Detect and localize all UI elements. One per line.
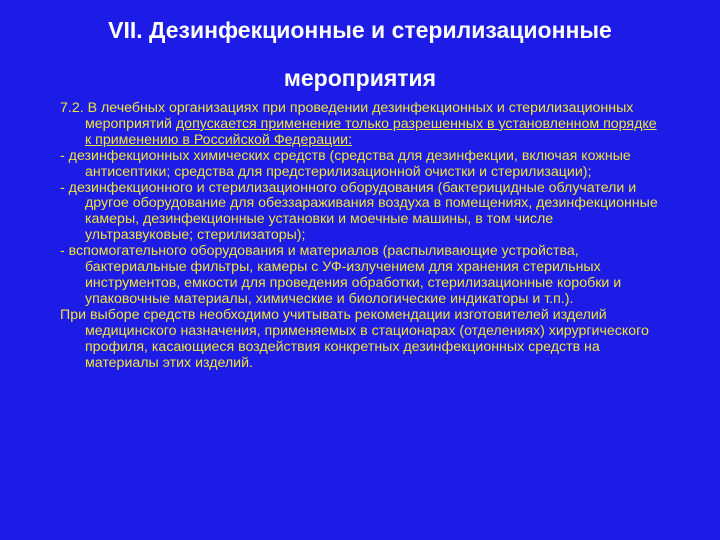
list-item-chemical-agents: - дезинфекционных химических средств (средства для дезинфекции, включая кожные антисептики; средства для предстерилизационной очистки и стерилизации); <box>60 147 631 180</box>
paragraph-7-2-underlined: допускается применение только разрешенных в установленном порядке к применению в Российской Федерации: <box>85 115 657 148</box>
list-item-equipment: - дезинфекционного и стерилизационного оборудования (бактерицидные облучатели и другое оборудование для обеззараживания воздуха в помещениях, дезинфекционные камеры, дезинфекционные установки и моечные машины, в том числе ультразвуковые; стерилизаторы); <box>60 179 658 244</box>
slide-title-line-2: мероприятия <box>283 65 437 91</box>
slide-title-line-1: VII. Дезинфекционные и стерилизационные <box>108 17 612 43</box>
slide-body <box>60 101 660 371</box>
paragraph-selection-advice: При выборе средств необходимо учитывать рекомендации изготовителей изделий медицинского назначения, применяемых в стационарах (отделениях) хирургического профиля, касающиеся воздействия конкретных дезинфекционных средств на материалы этих изделий. <box>60 306 649 371</box>
list-item-auxiliary-materials: - вспомогательного оборудования и материалов (распыливающие устройства, бактериальные фильтры, камеры с УФ-излучением для хранения стерильных инструментов, емкости для проведения обработки, стерилизационные коробки и упаковочные материалы, химические и биологические индикаторы и т.п.). <box>60 243 622 307</box>
paragraph-7-2-intro: 7.2. В лечебных организациях при проведении дезинфекционных и стерилизационных мероприятий <box>60 100 634 132</box>
paragraph-7-2 <box>60 101 660 149</box>
